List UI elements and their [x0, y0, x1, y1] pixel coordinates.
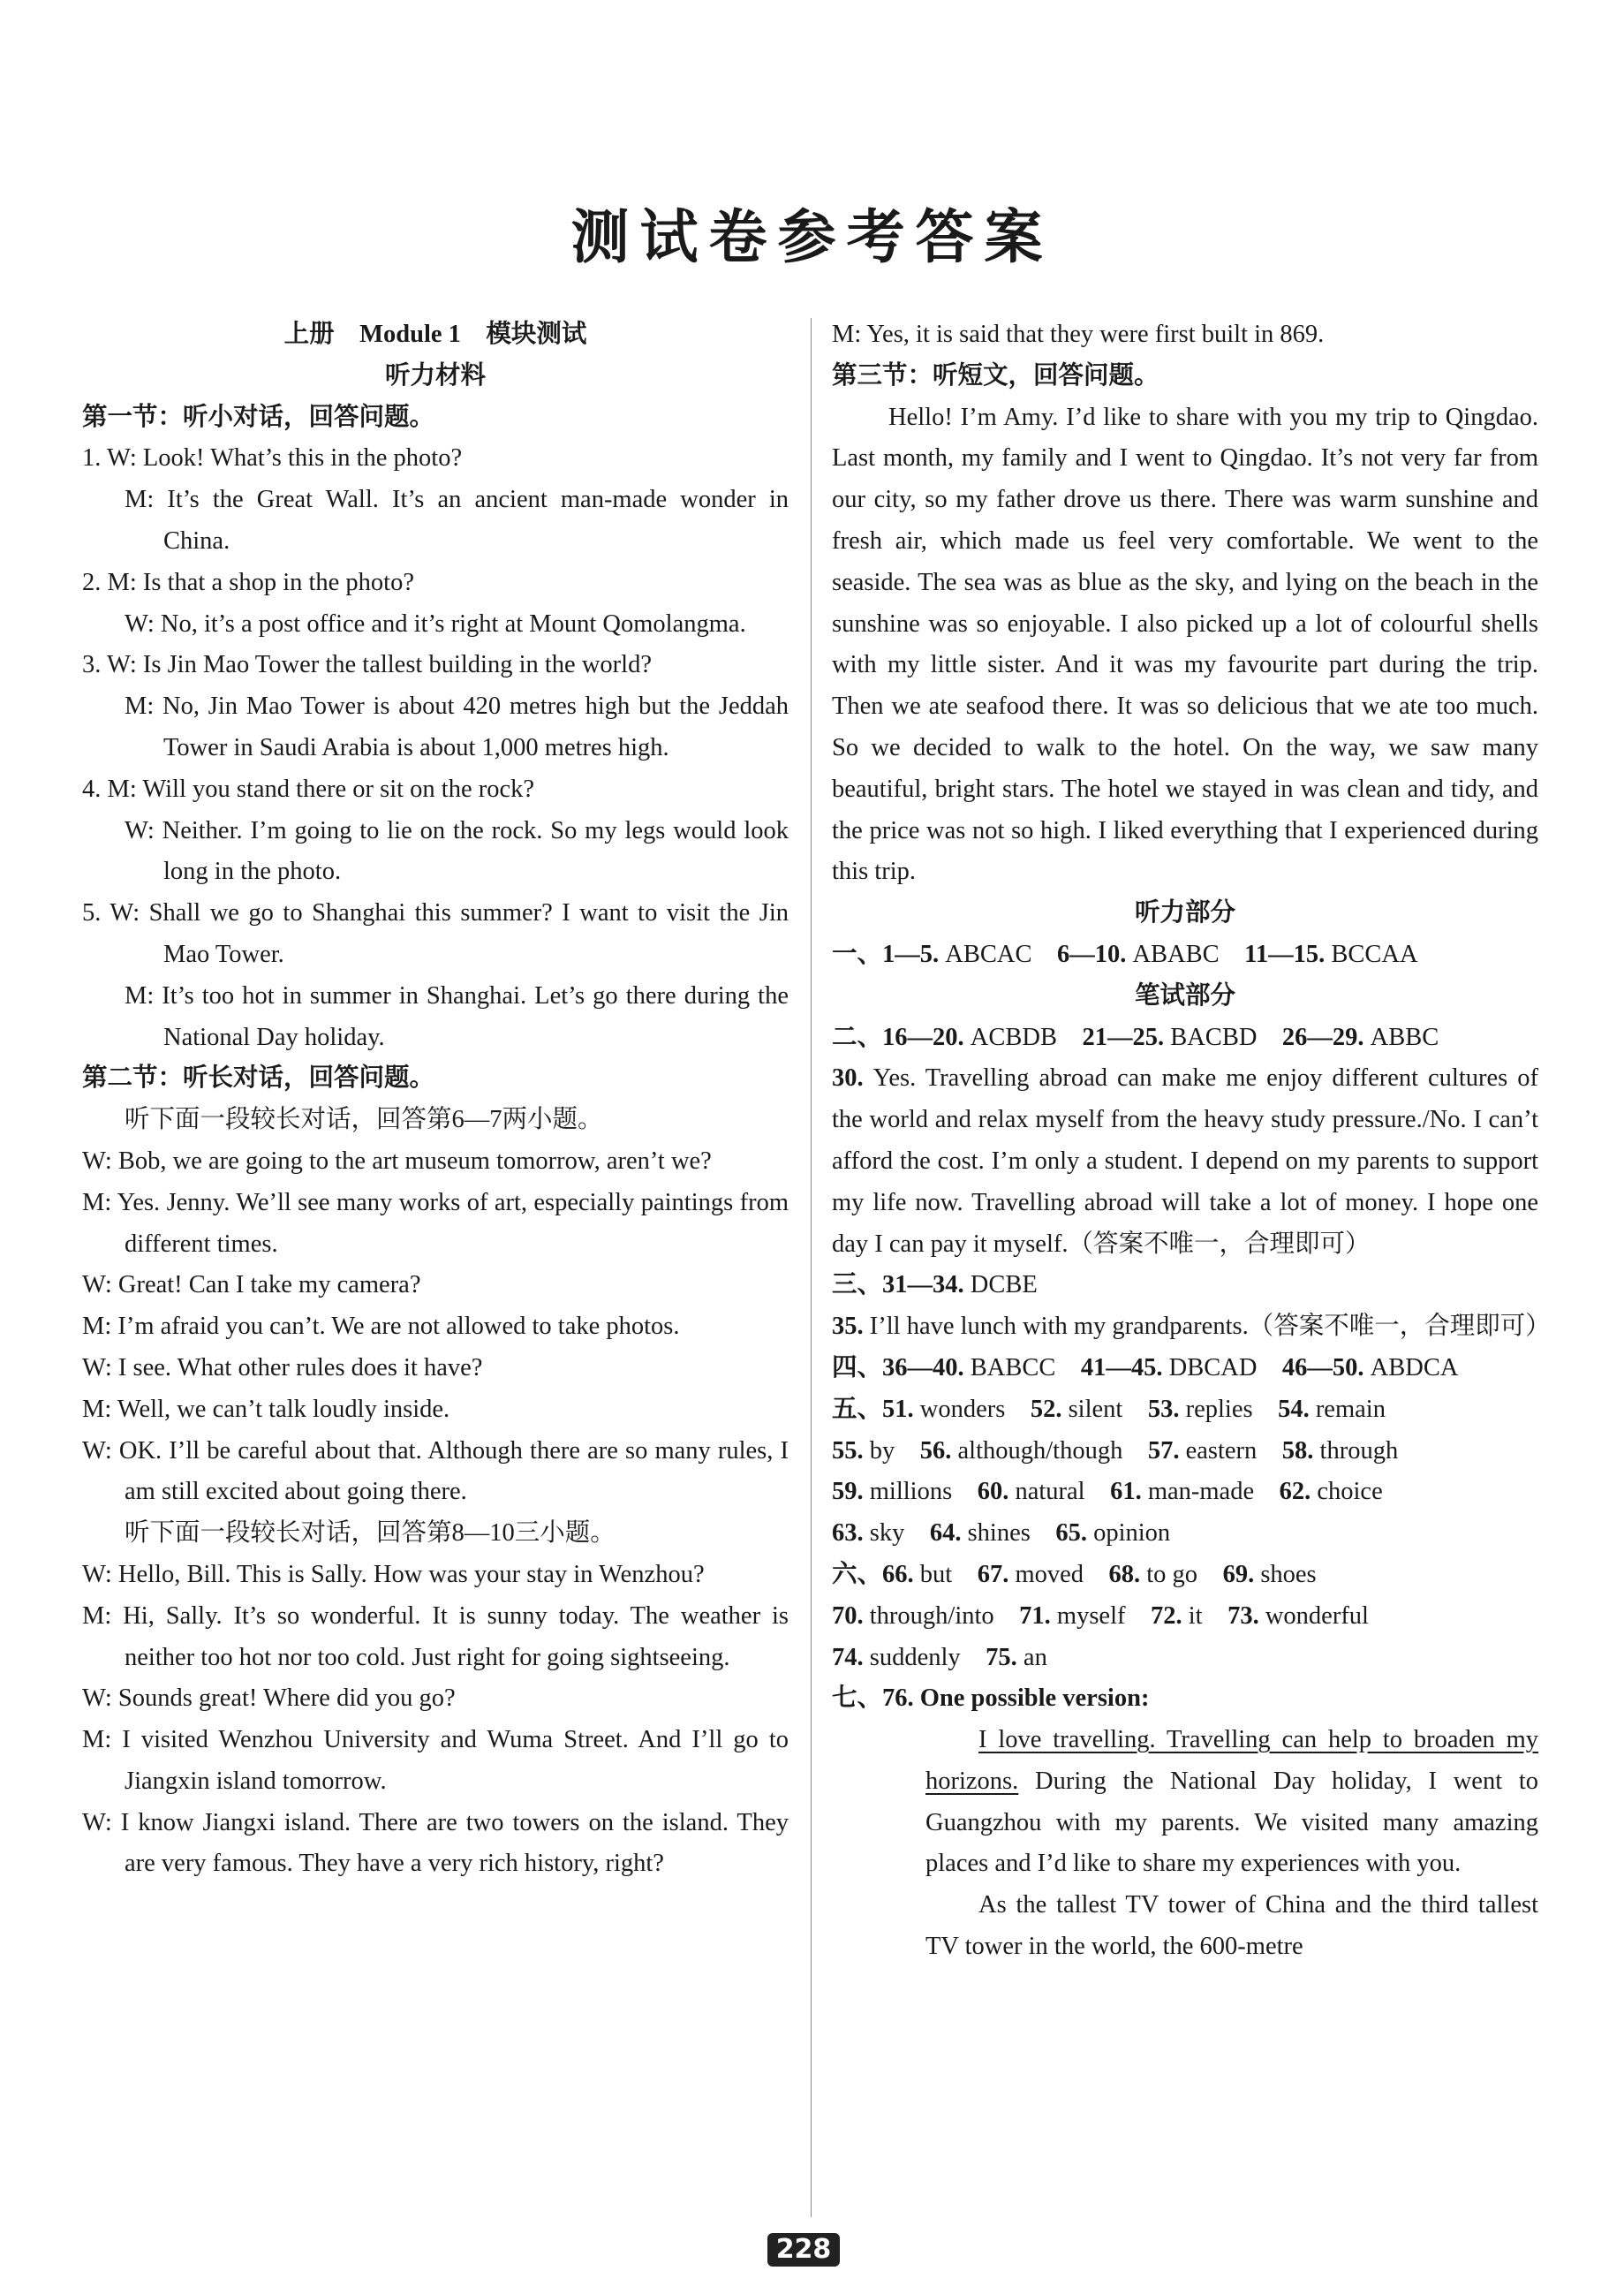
answer-text: Yes. Travelling abroad can make me enjoy different cultures of the world and relax myself from the heavy study pressure./No. I can’t afford the cost. I’m only a student. I depend on my parents to support my life now. Travelling abroad will take a lot of money. I hope one day I can pay it myself.（答案不唯一，合理即可） [832, 1064, 1539, 1258]
answer-word: remain [1315, 1395, 1386, 1423]
page-title: 测试卷参考答案 [570, 202, 1054, 271]
answer-label: 30. [832, 1064, 864, 1093]
left-column [82, 314, 789, 1885]
module-heading: 上册 Module 1 模块测试 [283, 321, 587, 348]
q3-line-2: M: No, Jin Mao Tower is about 420 metres high but the Jeddah Tower in Saudi Arabia is about 1,000 metres high. [125, 693, 789, 761]
answer-word: wonderful [1265, 1601, 1369, 1630]
answer-word: moved [1015, 1560, 1084, 1588]
answer-word: wonders [919, 1395, 1006, 1423]
answer-label: 60. [977, 1478, 1009, 1506]
answer-word: natural [1015, 1478, 1085, 1506]
dialogue-line: M: Hi, Sally. It’s so wonderful. It is sunny today. The weather is neither too hot nor too cold. Just right for going sightseeing. [82, 1601, 789, 1671]
dialogue-1-intro: 听下面一段较长对话，回答第6—7两小题。 [125, 1106, 603, 1134]
answer-row-5d [832, 1513, 1538, 1555]
answer-value: BABCC [970, 1353, 1056, 1381]
dialogue-line: W: OK. I’ll be careful about that. Although there are so many rules, I am still excited about going there. [82, 1436, 789, 1506]
answer-label: 52. [1030, 1395, 1062, 1423]
dialogue-line: W: Sounds great! Where did you go? [82, 1684, 456, 1713]
answer-label: 73. [1227, 1601, 1259, 1630]
answer-word: to go [1146, 1560, 1198, 1588]
answer-label: 四、36—40. [832, 1353, 964, 1381]
answer-word: but [919, 1560, 953, 1588]
answer-value: DCBE [970, 1271, 1038, 1299]
answer-word: replies [1185, 1395, 1253, 1423]
dialogue-line: W: Bob, we are going to the art museum tomorrow, aren’t we? [82, 1147, 712, 1175]
answer-label: 11—15. [1244, 940, 1326, 968]
answer-label: 七、76. One possible version: [832, 1684, 1150, 1713]
answer-word: through [1319, 1436, 1399, 1465]
answer-value: ABDCA [1370, 1353, 1459, 1381]
answer-word: it [1188, 1601, 1203, 1630]
answer-label: 35. [832, 1313, 864, 1341]
answer-row-6c [832, 1638, 1538, 1679]
writing-part-heading: 笔试部分 [1134, 981, 1235, 1010]
answer-label: 62. [1279, 1478, 1311, 1506]
answer-row-4 [832, 1348, 1538, 1389]
answer-label: 59. [832, 1478, 864, 1506]
dialogue-2-intro: 听下面一段较长对话，回答第8—10三小题。 [125, 1519, 616, 1548]
answer-text: I’ll have lunch with my grandparents.（答案不唯一，合理即可） [869, 1313, 1551, 1341]
listening-passage: Hello! I’m Amy. I’d like to share with you my trip to Qingdao. Last month, my family and I went to Qingdao. It’s not very far from our city, so my father drove us there. There was warm sunshine and fresh air, which made us feel very comfortable. We went to the seaside. The sea was as blue as the sky, and lying on the beach in the sunshine was so enjoyable. I also picked up a lot of colourful shells with my little sister. And it was my favourite part during the trip. Then we ate seafood there. It was so delicious that we ate too much. So we decided to walk to the hotel. On the way, we saw many beautiful, bright stars. The hotel we stayed in was clean and tidy, and the price was not so high. I liked everything that I experienced during this trip. [832, 403, 1538, 886]
answer-value: BACBD [1170, 1023, 1258, 1051]
q3-line-1: 3. W: Is Jin Mao Tower the tallest building in the world? [82, 651, 652, 679]
answer-word: suddenly [869, 1643, 961, 1671]
answer-label: 54. [1278, 1395, 1310, 1423]
answer-label: 67. [977, 1560, 1009, 1588]
dialogue-line: W: I know Jiangxi island. There are two towers on the island. They are very famous. They have a very rich history, right? [82, 1808, 789, 1878]
q4-line-2: W: Neither. I’m going to lie on the rock. So my legs would look long in the photo. [125, 816, 789, 886]
right-column [832, 314, 1551, 1968]
answer-value: ABCAC [945, 940, 1032, 968]
answer-value: ABBC [1370, 1023, 1439, 1051]
answer-30 [832, 1058, 1538, 1265]
answer-word: through/into [869, 1601, 994, 1630]
answer-row-3 [832, 1265, 1538, 1306]
q2-line-2: W: No, it’s a post office and it’s right at Mount Qomolangma. [125, 609, 746, 638]
essay-underlined-sentence: I love travelling. Travelling can help to broaden my horizons. [925, 1726, 1538, 1795]
answer-label: 26—29. [1281, 1023, 1364, 1051]
answer-word: opinion [1093, 1519, 1171, 1548]
answer-label: 三、31—34. [832, 1271, 964, 1299]
section-3-heading: 第三节：听短文，回答问题。 [832, 361, 1159, 390]
q1-line-2: M: It’s the Great Wall. It’s an ancient man-made wonder in China. [125, 486, 789, 555]
answer-row-5c [832, 1472, 1538, 1513]
dialogue-line: W: Hello, Bill. This is Sally. How was your stay in Wenzhou? [82, 1560, 705, 1588]
answer-value: ACBDB [970, 1023, 1057, 1051]
answer-word: sky [869, 1519, 905, 1548]
answer-row-5a [832, 1389, 1538, 1431]
answer-label: 66. [882, 1560, 914, 1588]
answer-label: 53. [1147, 1395, 1180, 1423]
q4-line-1: 4. M: Will you stand there or sit on the rock? [82, 775, 535, 803]
answer-label: 51. [882, 1395, 914, 1423]
answer-word: man-made [1147, 1478, 1255, 1506]
answer-label: 69. [1222, 1560, 1255, 1588]
answer-35 [832, 1306, 1551, 1348]
answer-label: 21—25. [1082, 1023, 1165, 1051]
answer-label: 71. [1019, 1601, 1051, 1630]
answer-label: 一、1—5. [832, 940, 940, 968]
answer-label: 二、16—20. [832, 1023, 964, 1051]
answer-label: 70. [832, 1601, 864, 1630]
answer-label: 41—45. [1080, 1353, 1163, 1381]
answer-row-5b [832, 1431, 1538, 1472]
answer-label: 75. [986, 1643, 1017, 1671]
answer-label: 五、 [832, 1395, 883, 1423]
answer-row-1 [832, 935, 1538, 976]
answer-word: shines [967, 1519, 1031, 1548]
answer-label: 74. [832, 1643, 864, 1671]
dialogue-line: M: Yes. Jenny. We’ll see many works of art, especially paintings from different times. [82, 1188, 789, 1258]
q2-line-1: 2. M: Is that a shop in the photo? [82, 568, 414, 596]
dialogue-line: M: I visited Wenzhou University and Wuma Street. And I’ll go to Jiangxin island tomorrow. [82, 1726, 789, 1795]
answer-word: by [869, 1436, 895, 1465]
answer-word: silent [1068, 1395, 1123, 1423]
answer-label: 64. [929, 1519, 962, 1548]
answer-word: choice [1317, 1478, 1383, 1506]
column-divider [811, 318, 812, 2217]
answer-row-2 [832, 1018, 1538, 1059]
answer-word: shoes [1260, 1560, 1317, 1588]
answer-label: 56. [919, 1436, 952, 1465]
answer-label: 63. [832, 1519, 864, 1548]
answer-label: 68. [1108, 1560, 1141, 1588]
q5-line-1: 5. W: Shall we go to Shanghai this summer? I want to visit the Jin Mao Tower. [82, 899, 789, 968]
answer-label: 58. [1281, 1436, 1314, 1465]
answer-word: eastern [1185, 1436, 1258, 1465]
answer-word: an [1023, 1643, 1047, 1671]
answer-76-heading [832, 1678, 1538, 1720]
answer-row-6b [832, 1596, 1538, 1638]
listening-part-heading: 听力部分 [1134, 899, 1235, 927]
page-number: 228 [767, 2233, 840, 2267]
answer-row-6a [832, 1555, 1538, 1596]
answer-label: 57. [1147, 1436, 1180, 1465]
section-2-heading: 第二节：听长对话，回答问题。 [82, 1064, 435, 1093]
answer-word: although/though [957, 1436, 1123, 1465]
answer-label: 65. [1055, 1519, 1087, 1548]
answer-label: 6—10. [1056, 940, 1127, 968]
section-1-heading: 第一节：听小对话，回答问题。 [82, 403, 435, 431]
dialogue-line: M: I’m afraid you can’t. We are not allowed to take photos. [82, 1313, 680, 1341]
essay-paragraph-2: As the tallest TV tower of China and the third tallest TV tower in the world, the 600-metre [925, 1891, 1538, 1961]
listening-material-heading: 听力材料 [384, 361, 486, 390]
answer-label: 46—50. [1281, 1353, 1364, 1381]
essay-paragraph-1 [832, 1720, 1538, 1885]
answer-value: ABABC [1132, 940, 1220, 968]
answer-label: 61. [1110, 1478, 1142, 1506]
q5-line-2: M: It’s too hot in summer in Shanghai. Let’s go there during the National Day holiday. [125, 981, 789, 1051]
essay-text: During the National Day holiday, I went to Guangzhou with my parents. We visited many amazing places and I’d like to share my experiences with you. [925, 1767, 1538, 1878]
answer-label: 六、 [832, 1560, 883, 1588]
answer-word: millions [869, 1478, 953, 1506]
answer-word: myself [1056, 1601, 1126, 1630]
q1-line-1: 1. W: Look! What’s this in the photo? [82, 444, 463, 473]
dialogue-line: W: Great! Can I take my camera? [82, 1271, 421, 1299]
dialogue-line: W: I see. What other rules does it have? [82, 1353, 483, 1381]
answer-value: DBCAD [1168, 1353, 1258, 1381]
dialogue-line: M: Yes, it is said that they were first built in 869. [832, 321, 1325, 348]
answer-value: BCCAA [1331, 940, 1418, 968]
answer-label: 55. [832, 1436, 864, 1465]
dialogue-line: M: Well, we can’t talk loudly inside. [82, 1395, 450, 1423]
answer-label: 72. [1151, 1601, 1182, 1630]
